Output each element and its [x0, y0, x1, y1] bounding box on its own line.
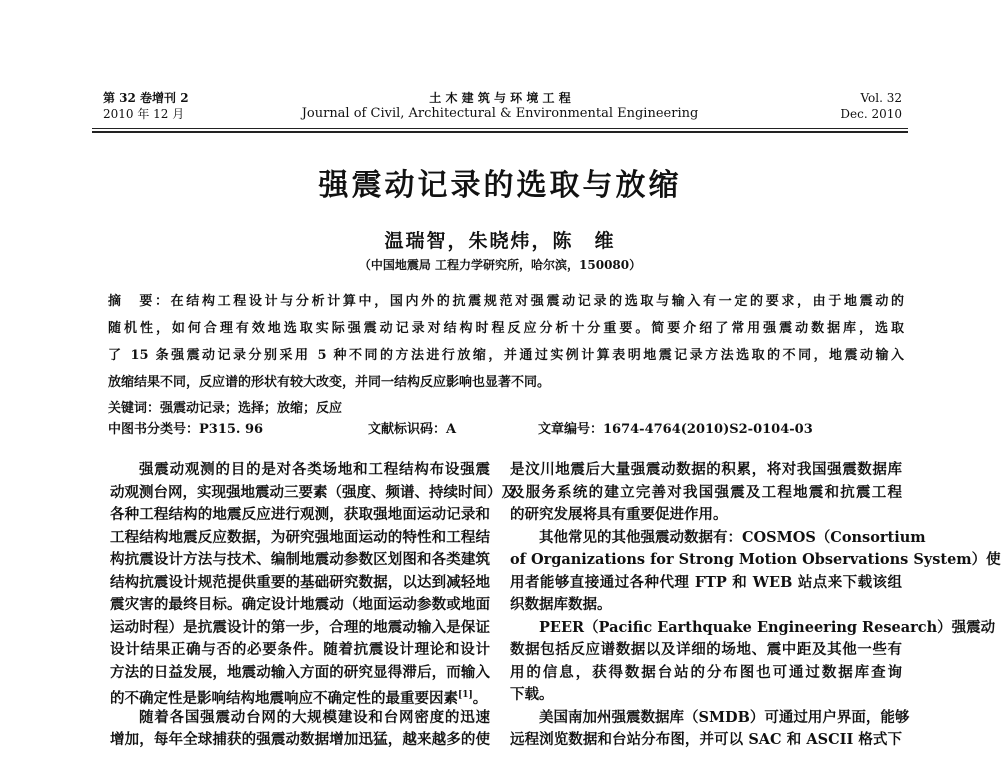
keywords: 关键词：强震动记录；选择；放缩；反应	[108, 401, 343, 416]
body-line: 构抗震设计方法与技术、编制地震动参数区划图和各类建筑	[110, 551, 490, 568]
body-line: 增加，每年全球捕获的强震动数据增加迅猛，越来越多的使	[110, 731, 490, 748]
abstract-line: 放缩结果不同，反应谱的形状有较大改变，并同一结构反应影响也显著不同。	[108, 375, 551, 390]
body-line: PEER（Pacific Earthquake Engineering Research）强震动	[539, 618, 996, 636]
body-text: 的不确定性是影响结构地震响应不确定性的最重要因素	[110, 689, 458, 707]
body-line: 远程浏览数据和台站分布图，并可以 SAC 和 ASCII 格式下	[510, 731, 902, 748]
date-en: Dec. 2010	[840, 107, 902, 121]
abstract-line: 摘 要：在结构工程设计与分析计算中，国内外的抗震规范对强震动记录的选取与输入有一定的要求，由于地震动的	[108, 294, 904, 309]
body-line: 动观测台网，实现强地震动三要素（强度、频谱、持续时间）及	[110, 483, 516, 501]
body-line: 运动时程）是抗震设计的第一步，合理的地震动输入是保证	[110, 618, 490, 636]
body-line: 是汶川地震后大量强震动数据的积累，将对我国强震数据库	[510, 461, 902, 478]
body-line: 各种工程结构的地震反应进行观测，获取强地面运动记录和	[110, 506, 490, 523]
body-line: 结构抗震设计规范提供重要的基础研究数据，以达到减轻地	[110, 573, 490, 591]
body-line: 用的信息，获得数据台站的分布图也可通过数据库查询	[510, 663, 902, 681]
volume-en: Vol. 32	[860, 91, 902, 105]
body-line: 数据包括反应谱数据以及详细的场地、震中距及其他一些有	[510, 641, 902, 658]
body-line: 及服务系统的建立完善对我国强震及工程地震和抗震工程	[510, 483, 902, 501]
body-line: 织数据库数据。	[510, 596, 612, 613]
abstract-line: 随机性，如何合理有效地选取实际强震动记录对结构时程反应分析十分重要。简要介绍了常用强震动数据库，选取	[108, 321, 904, 336]
body-line: 其他常见的其他强震动数据有：COSMOS（Consortium	[539, 528, 926, 546]
header-rule-thick	[92, 131, 908, 133]
body-line: 用者能够直接通过各种代理 FTP 和 WEB 站点来下载该组	[510, 573, 902, 591]
paper-title: 强震动记录的选取与放缩	[318, 168, 682, 203]
body-line: 的研究发展将具有重要促进作用。	[510, 506, 728, 523]
header-rule	[92, 128, 908, 129]
volume-issue: 第 32 卷增刊 2	[103, 91, 189, 105]
body-line: 设计结果正确与否的必要条件。随着抗震设计理论和设计	[110, 641, 490, 658]
journal-name-en: Journal of Civil, Architectural & Environmental Engineering	[301, 106, 699, 121]
clc-number: 中图书分类号：P315. 96	[108, 422, 264, 437]
journal-name-cn: 土 木 建 筑 与 环 境 工 程	[429, 91, 571, 105]
citation-ref[interactable]: [1]	[458, 690, 473, 700]
authors: 温瑞智，朱晓炜，陈 维	[384, 230, 616, 252]
body-line: 方法的日益发展，地震动输入方面的研究显得滞后，而输入	[110, 663, 490, 681]
article-number: 文章编号：1674-4764(2010)S2-0104-03	[538, 422, 813, 437]
body-line: of Organizations for Strong Motion Observations System）使	[510, 551, 1001, 568]
body-line: 强震动观测的目的是对各类场地和工程结构布设强震	[139, 461, 490, 478]
body-line: 下载。	[510, 686, 554, 703]
body-line: 工程结构地震反应数据，为研究强地面运动的特性和工程结	[110, 528, 490, 546]
abstract-line: 了 15 条强震动记录分别采用 5 种不同的方法进行放缩，并通过实例计算表明地震记录方法选取的不同，地震动输入	[108, 348, 904, 363]
body-line	[110, 684, 490, 706]
issue-date: 2010 年 12 月	[103, 107, 185, 121]
body-line: 随着各国强震动台网的大规模建设和台网密度的迅速	[139, 708, 490, 726]
body-line: 美国南加州强震数据库（SMDB）可通过用户界面，能够	[539, 708, 910, 726]
affiliation: （中国地震局 工程力学研究所，哈尔滨，150080）	[358, 258, 642, 272]
document-code: 文献标识码：A	[368, 422, 457, 437]
body-text: 。	[472, 689, 488, 707]
body-line: 震灾害的最终目标。确定设计地震动（地面运动参数或地面	[110, 596, 490, 613]
